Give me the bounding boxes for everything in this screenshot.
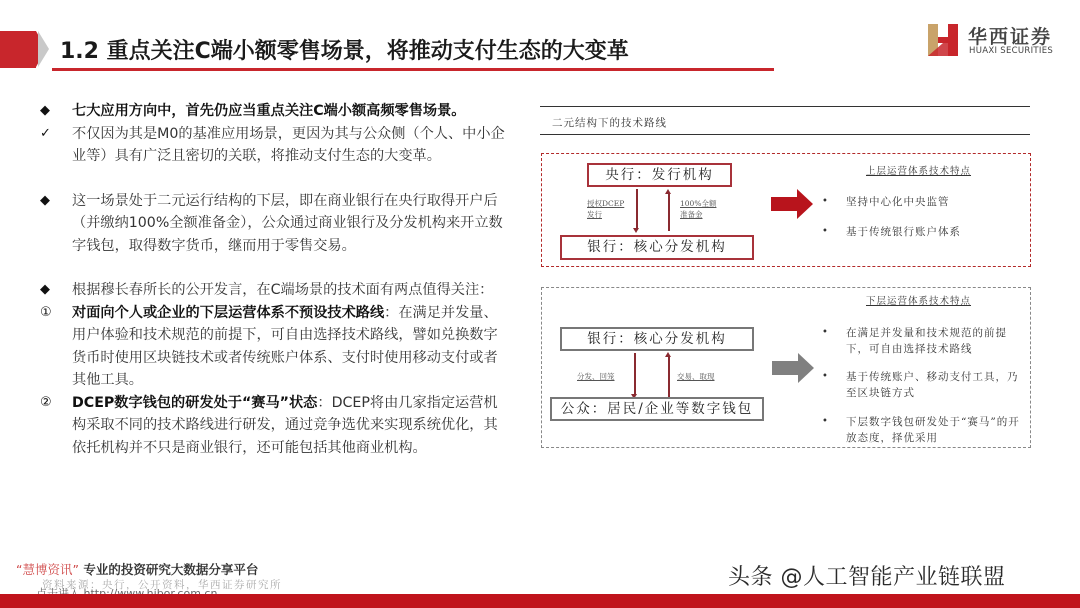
- public-wallet-box: 公众：居民/企业等数字钱包: [550, 397, 764, 421]
- bullet-dot-icon: •: [822, 327, 829, 338]
- bullet-dot-icon: •: [822, 196, 829, 207]
- footer-brand: “慧博资讯” 专业的投资研究大数据分享平台: [16, 562, 259, 577]
- up-arrow-icon: [668, 193, 670, 231]
- bullet-paragraph: ◆ 这一场景处于二元运行结构的下层，即在商业银行在央行取得开户后（并缴纳100%全额准备金），公众通过商业银行及分发机构来开立数字钱包，取得数字货币，继而用于零售交易。: [40, 190, 510, 258]
- down-arrow-icon: [636, 189, 638, 229]
- check-bullet-icon: ✓: [40, 125, 51, 141]
- distribute-recall-label: 分发、回笼: [577, 372, 615, 381]
- upper-feature-item: • 坚持中心化中央监管: [822, 196, 950, 208]
- figure-title-rule: [540, 134, 1030, 135]
- diamond-bullet-icon: ◆: [40, 103, 50, 118]
- bullet-paragraph: ◆ 七大应用方向中，首先仍应当重点关注C端小额高频零售场景。: [40, 100, 510, 123]
- circled-two-icon: ②: [40, 394, 52, 410]
- header-chevron: [38, 31, 49, 67]
- left-text-column: [40, 100, 510, 459]
- right-arrow-grey-icon: [772, 353, 814, 383]
- toutiao-watermark: 头条 @人工智能产业链联盟: [728, 565, 1006, 590]
- figure-top-rule: [540, 106, 1030, 107]
- header-accent-tab: [0, 31, 36, 68]
- numbered-paragraph-2: ② DCEP数字钱包的研发处于“赛马”状态：DCEP将由几家指定运营机构采取不同的技术路线进行研发，通过竞争选优来实现系统优化，其依托机构并不只是商业银行，还可能包括其他商业机构。: [40, 392, 510, 460]
- page-title: 1.2 重点关注C端小额零售场景，将推动支付生态的大变革: [60, 39, 629, 64]
- huaxi-logo: [928, 22, 1068, 58]
- bullet-dot-icon: •: [822, 226, 829, 237]
- diamond-bullet-icon: ◆: [40, 192, 50, 208]
- title-underline: [52, 68, 774, 71]
- up-arrow-icon: [668, 356, 670, 398]
- logo-name-cn: 华西证券: [968, 26, 1053, 48]
- upper-features-title: 上层运营体系技术特点: [866, 166, 972, 177]
- right-arrow-red-icon: [771, 189, 813, 219]
- figure-title: 二元结构下的技术路线: [552, 117, 667, 129]
- issue-label: 授权DCEP 发行: [587, 199, 625, 219]
- bullet-dot-icon: •: [822, 371, 829, 382]
- bank-distribution-box-lower: 银行：核心分发机构: [560, 327, 754, 351]
- footer-bar: [0, 594, 1080, 608]
- central-bank-box: 央行：发行机构: [587, 163, 732, 187]
- lower-feature-item: • 下层数字钱包研发处于“赛马”的开放态度，择优采用: [822, 416, 1020, 444]
- lower-feature-item: • 基于传统账户、移动支付工具，乃至区块链方式: [822, 371, 1019, 399]
- logo-name-en: HUAXI SECURITIES: [969, 46, 1054, 56]
- bullet-paragraph: ◆ 根据穆长春所长的公开发言，在C端场景的技术面有两点值得关注：: [40, 279, 510, 302]
- diamond-bullet-icon: ◆: [40, 282, 50, 297]
- lower-features-title: 下层运营体系技术特点: [866, 296, 972, 307]
- upper-feature-item: • 基于传统银行账户体系: [822, 226, 961, 238]
- bank-distribution-box: 银行：核心分发机构: [560, 235, 754, 260]
- bullet-dot-icon: •: [822, 416, 829, 427]
- source-note: 资料来源：央行，公开资料，华西证券研究所: [42, 579, 282, 591]
- down-arrow-icon: [634, 353, 636, 395]
- reserve-label: 100%全额 准备金: [680, 199, 717, 219]
- circled-one-icon: ①: [40, 304, 52, 320]
- trade-withdraw-label: 交易、取现: [677, 372, 715, 381]
- lower-feature-item: • 在满足并发量和技术规范的前提下，可自由选择技术路线: [822, 327, 1007, 355]
- huaxi-h-logo-icon: [928, 24, 958, 56]
- numbered-paragraph-1: ① 对面向个人或企业的下层运营体系不预设技术路线：在满足并发量、用户体验和技术规范的前提下，可自由选择技术路线，譬如兑换数字货币时使用区块链技术或者传统账户体系、支付时使用移动支付或者其他工具。: [40, 302, 510, 392]
- check-paragraph: ✓ 不仅因为其是M0的基准应用场景，更因为其与公众侧（个人、中小企业等）具有广泛且密切的关联，将推动支付生态的大变革。: [40, 123, 510, 168]
